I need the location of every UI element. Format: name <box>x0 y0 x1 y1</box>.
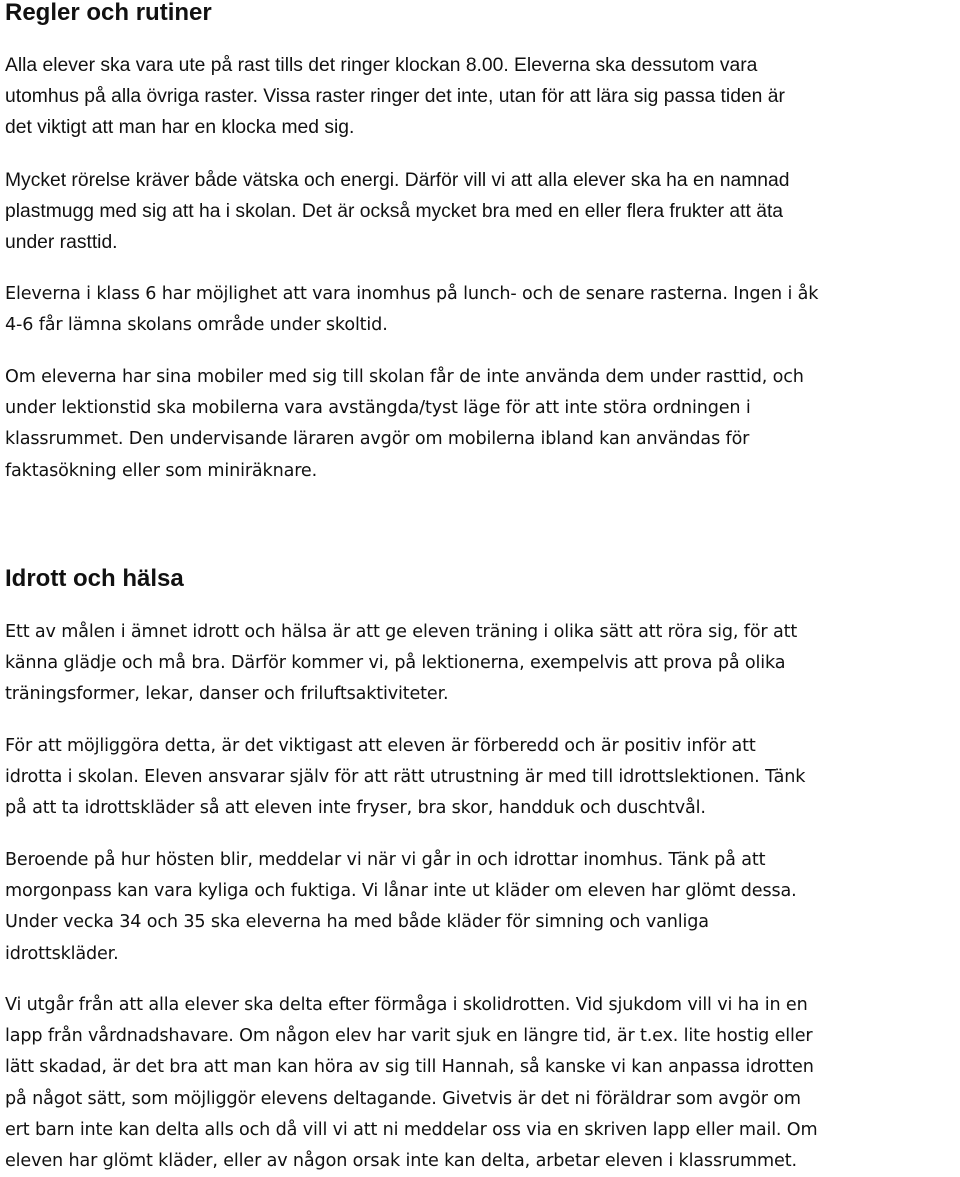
section-title-regler: Regler och rutiner <box>5 0 212 26</box>
paragraph-line: morgonpass kan vara kyliga och fuktiga. Vi lånar inte ut kläder om eleven har glömt dessa. <box>5 881 797 902</box>
paragraph-klass-6 <box>5 279 818 341</box>
paragraph-line: lätt skadad, är det bra att man kan höra av sig till Hannah, så kanske vi kan anpassa idrotten <box>5 1057 814 1078</box>
paragraph-line: idrotta i skolan. Eleven ansvarar själv för att rätt utrustning är med till idrottslektionen. Tänk <box>5 767 806 788</box>
paragraph-line: Under vecka 34 och 35 ska eleverna ha med både kläder för simning och vanliga <box>5 912 709 933</box>
paragraph-line: träningsformer, lekar, danser och friluftsaktiviteter. <box>5 684 449 705</box>
paragraph-mobiler <box>5 362 804 487</box>
paragraph-line: under lektionstid ska mobilerna vara avstängda/tyst läge för att inte störa ordningen i <box>5 398 751 419</box>
paragraph-line: För att möjliggöra detta, är det viktigast att eleven är förberedd och är positiv inför att <box>5 736 756 756</box>
paragraph-line: Ett av målen i ämnet idrott och hälsa är att ge eleven träning i olika sätt att röra sig, för att <box>5 622 798 642</box>
paragraph-line: ert barn inte kan delta alls och då vill vi att ni meddelar oss via en skriven lapp eller mail. Om <box>5 1119 818 1140</box>
paragraph-line: 4-6 får lämna skolans område under skoltid. <box>5 315 388 336</box>
paragraph-line: eleven har glömt kläder, eller av någon orsak inte kan delta, arbetar eleven i klassrummet. <box>5 1151 797 1172</box>
paragraph-forberedd <box>5 731 805 825</box>
paragraph-rast-tider <box>5 50 785 144</box>
paragraph-line: på något sätt, som möjliggör elevens deltagande. Givetvis är det ni föräldrar som avgör om <box>5 1088 801 1109</box>
paragraph-line: utomhus på alla övriga raster. Vissa raster ringer det inte, utan för att lära sig passa tiden är <box>5 86 785 108</box>
paragraph-hosten <box>5 845 797 970</box>
paragraph-line: känna glädje och må bra. Därför kommer vi, på lektionerna, exempelvis att prova på olika <box>5 653 786 674</box>
paragraph-line: under rasttid. <box>5 232 118 254</box>
paragraph-line: idrottskläder. <box>5 943 119 964</box>
paragraph-line: lapp från vårdnadshavare. Om någon elev har varit sjuk en längre tid, är t.ex. lite hostig eller <box>5 1026 813 1047</box>
paragraph-malen <box>5 617 797 711</box>
paragraph-line: Mycket rörelse kräver både vätska och energi. Därför vill vi att alla elever ska ha en namnad <box>5 170 790 191</box>
paragraph-line: Om eleverna har sina mobiler med sig till skolan får de inte använda dem under rasttid, och <box>5 367 804 387</box>
paragraph-delta <box>5 990 818 1177</box>
section-title-idrott: Idrott och hälsa <box>5 565 184 592</box>
paragraph-line: plastmugg med sig att ha i skolan. Det är också mycket bra med en eller flera frukter att äta <box>5 201 784 223</box>
paragraph-line: Alla elever ska vara ute på rast tills det ringer klockan 8.00. Eleverna ska dessutom vara <box>5 55 758 76</box>
paragraph-vatska-energi <box>5 165 789 259</box>
paragraph-line: det viktigt att man har en klocka med sig. <box>5 117 355 139</box>
paragraph-line: faktasökning eller som miniräknare. <box>5 460 318 481</box>
paragraph-line: klassrummet. Den undervisande läraren avgör om mobilerna ibland kan användas för <box>5 429 750 450</box>
paragraph-line: Eleverna i klass 6 har möjlighet att vara inomhus på lunch- och de senare rasterna. Ingen i åk <box>5 284 819 304</box>
paragraph-line: Beroende på hur hösten blir, meddelar vi när vi går in och idrottar inomhus. Tänk på att <box>5 850 766 870</box>
paragraph-line: på att ta idrottskläder så att eleven inte fryser, bra skor, handduk och duschtvål. <box>5 798 706 819</box>
paragraph-line: Vi utgår från att alla elever ska delta efter förmåga i skolidrotten. Vid sjukdom vill vi ha in en <box>5 995 808 1015</box>
